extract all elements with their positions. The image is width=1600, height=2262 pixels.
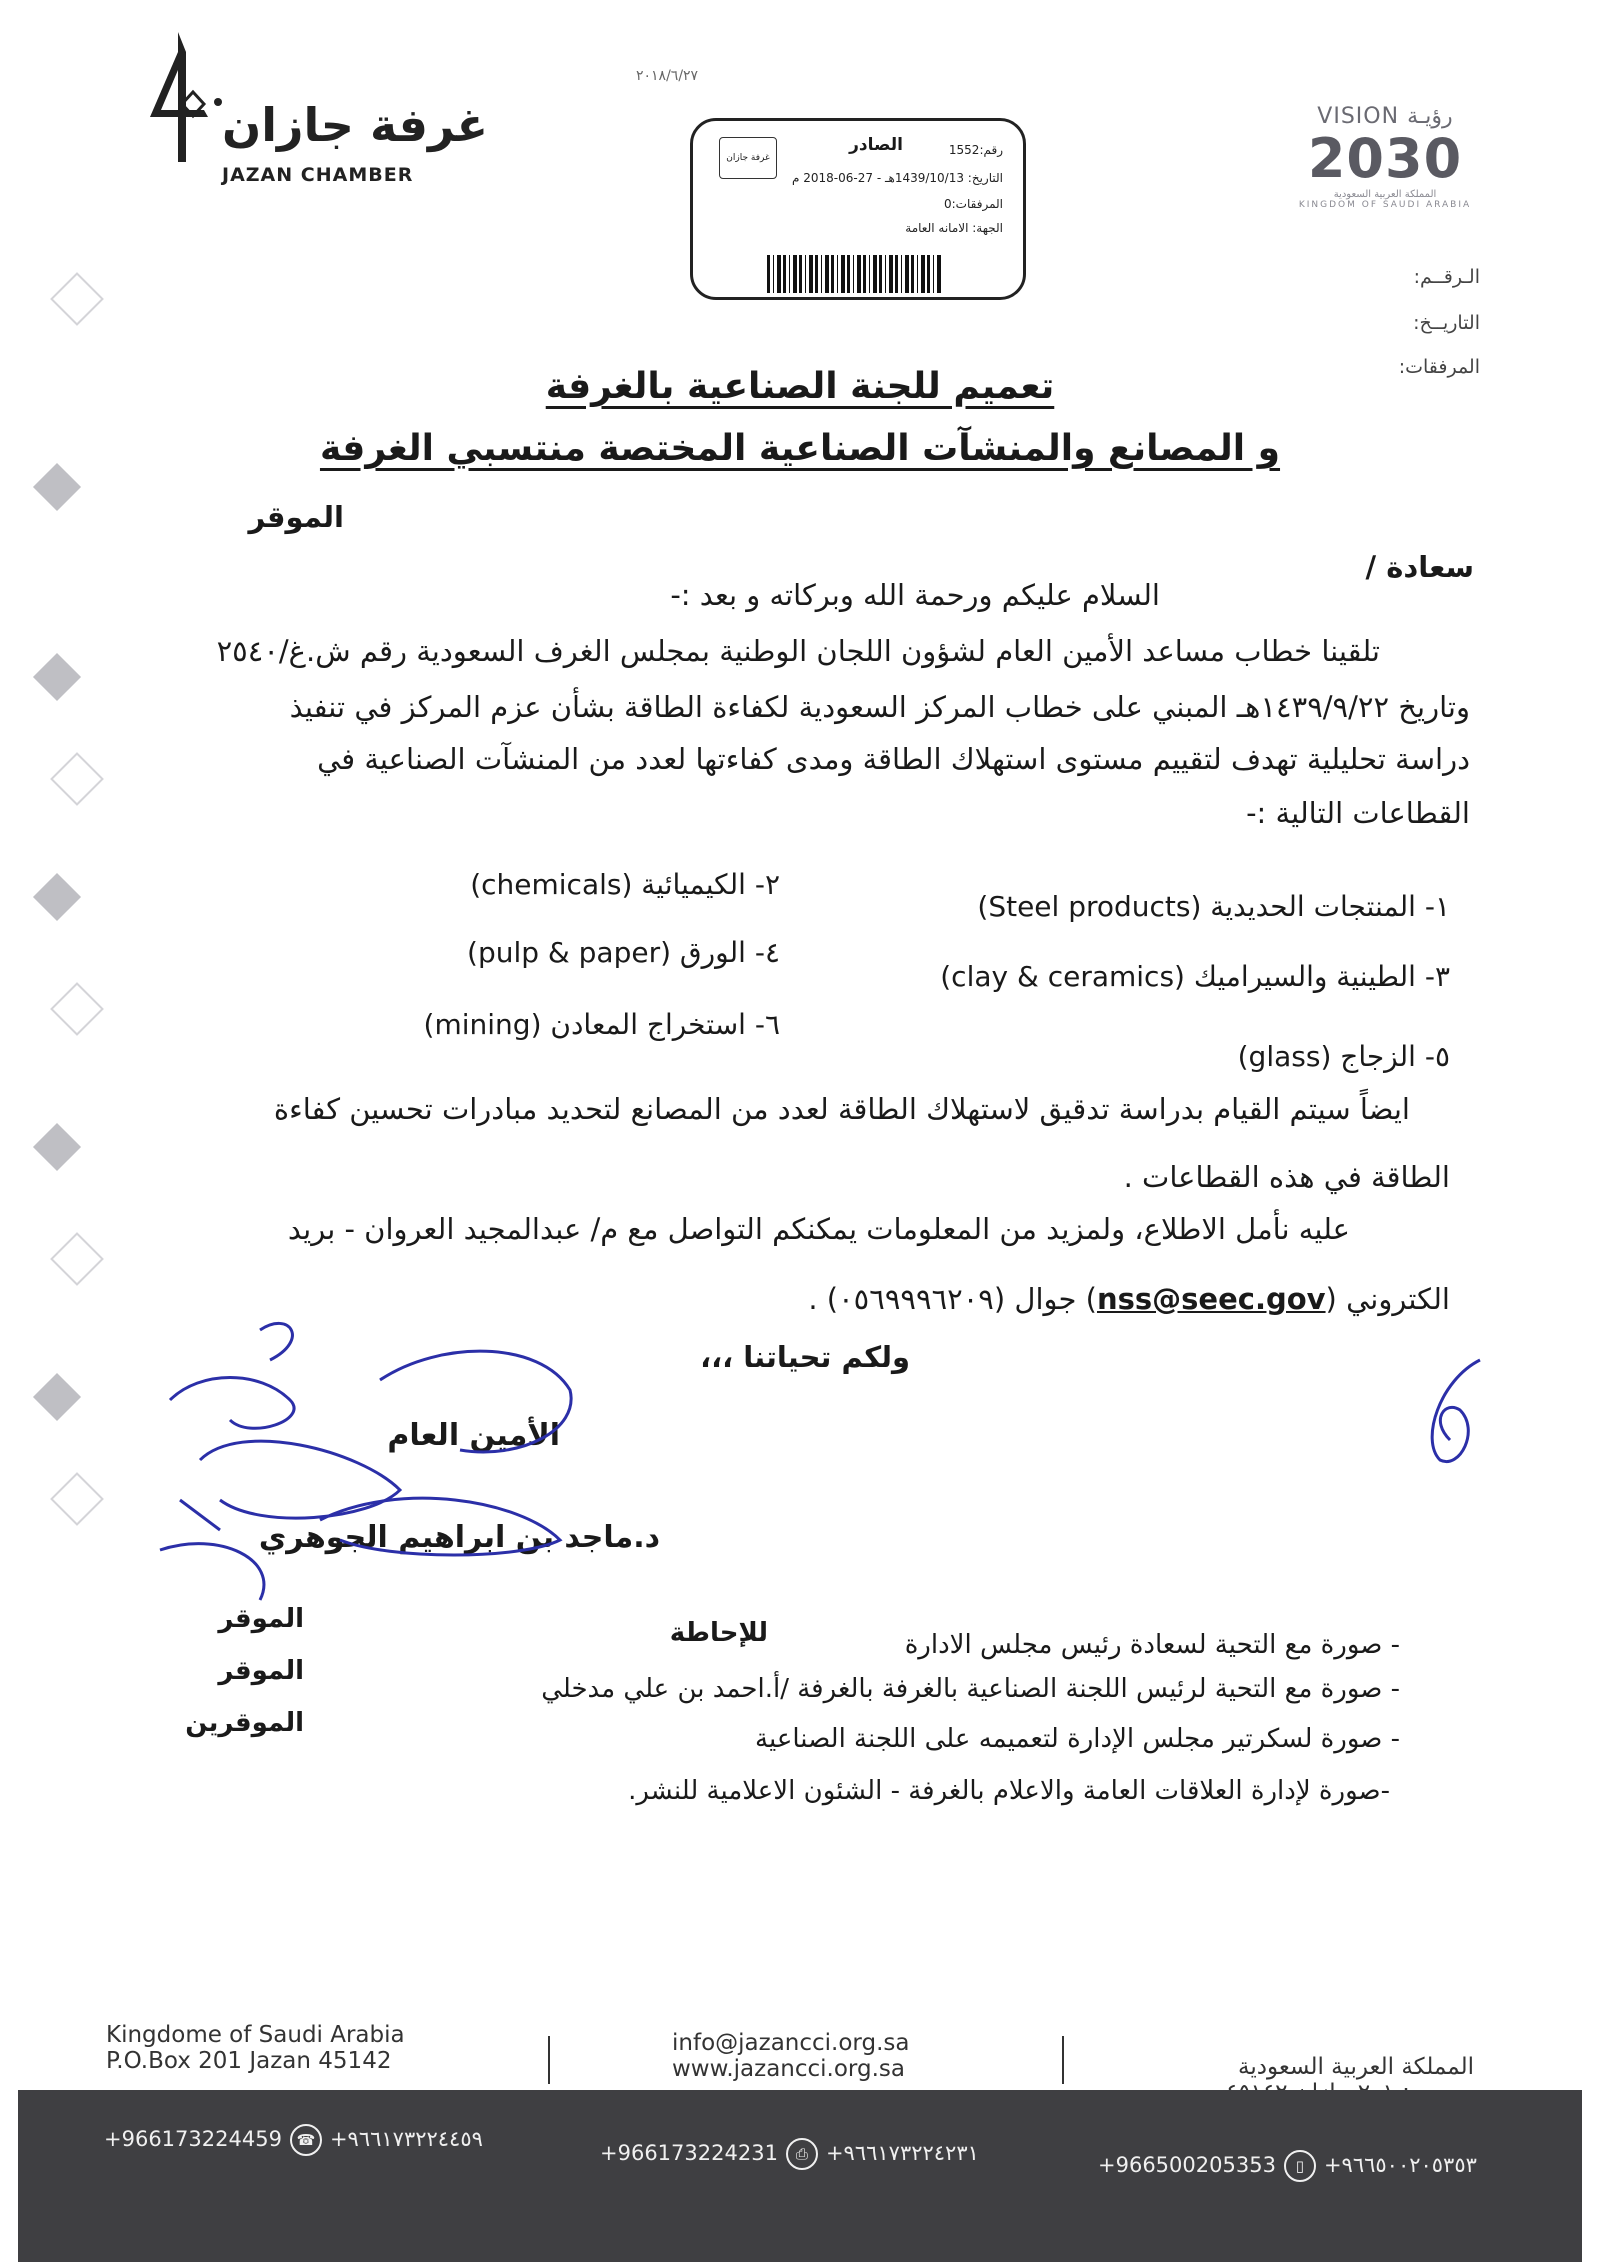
sector-item: ٤- الورق (pulp & paper): [467, 936, 780, 969]
para3-line2: [808, 1282, 1450, 1316]
pattern-diamond: [33, 1373, 81, 1421]
stamp-title: الصادر: [849, 135, 903, 155]
margin-initial-icon: [1400, 1350, 1510, 1480]
ref-number-label: الـرقــم:: [1413, 266, 1480, 288]
phone3-ar: +٩٦٦٥٠٠٢٠٥٣٥٣: [1323, 2153, 1477, 2177]
para1-line1: تلقينا خطاب مساعد الأمين العام لشؤون اللجان الوطنية بمجلس الغرف السعودية رقم ش.غ/٢٥٤٠: [216, 634, 1380, 668]
sector-item: ٥- الزجاج (glass): [1237, 1040, 1450, 1073]
date-label: التاريــخ:: [1413, 312, 1480, 334]
phone-icon: ☎: [290, 2124, 322, 2156]
footer-address-ar-line1: المملكة العربية السعودية: [1238, 2054, 1474, 2080]
phone-number-2[interactable]: [600, 2138, 979, 2170]
footer-contact-bar: [18, 2090, 1582, 2262]
jazan-chamber-logo-icon: [138, 22, 228, 172]
signer-name: د.ماجد بن ابراهيم الجوهري: [258, 1520, 660, 1555]
para1-line3: دراسة تحليلية تهدف لتقييم مستوى استهلاك الطاقة ومدى كفاءتها لعدد من المنشآت الصناعية في: [317, 742, 1470, 776]
stamp-department: الجهة: الامانه العامة: [905, 221, 1003, 235]
sector-item: ١- المنتجات الحديدية (Steel products): [977, 890, 1450, 923]
stamp-logo: غرفة جازان: [719, 137, 777, 179]
phone2-en: +966173224231: [600, 2141, 778, 2165]
footer-address-en-line2: P.O.Box 201 Jazan 45142: [106, 2048, 392, 2074]
pattern-diamond: [33, 463, 81, 511]
contact-email-link[interactable]: nss@seec.gov: [1096, 1282, 1326, 1316]
honorific: الموقر: [248, 500, 344, 534]
pattern-diamond: [50, 752, 104, 806]
cc-honorific: الموقر: [218, 1656, 304, 1686]
chamber-name-en: JAZAN CHAMBER: [222, 164, 414, 186]
footer-divider: [1062, 2036, 1064, 2084]
barcode: [767, 255, 943, 293]
phone2-ar: +٩٦٦١٧٣٢٢٤٢٣١: [825, 2141, 979, 2165]
phone3-en: +966500205353: [1098, 2153, 1276, 2177]
cc-item: -صورة لإدارة العلاقات العامة والاعلام بالغرفة - الشئون الاعلامية للنشر.: [628, 1776, 1390, 1806]
pattern-diamond: [33, 1123, 81, 1171]
sector-item: ٢- الكيميائية (chemicals): [470, 868, 780, 901]
para3-prefix: الكتروني (: [1325, 1282, 1450, 1316]
footer-address-en: [106, 2022, 405, 2074]
footer-web: [672, 2030, 909, 2082]
cc-item: - صورة مع التحية لرئيس اللجنة الصناعية بالغرفة بالغرفة /أ.احمد بن علي مدخلي: [541, 1674, 1400, 1704]
signer-title: الأمين العام: [387, 1418, 560, 1453]
phone-number-3[interactable]: [1098, 2150, 1477, 2182]
stamp-number: رقم:1552: [948, 143, 1003, 157]
fax-icon: ⎙: [786, 2138, 818, 2170]
phone1-ar: +٩٦٦١٧٣٢٢٤٤٥٩: [329, 2127, 483, 2151]
chamber-name-ar: غرفة جازان: [222, 98, 489, 152]
cc-item: - صورة لسكرتير مجلس الإدارة لتعميمه على اللجنة الصناعية: [755, 1724, 1400, 1754]
para2-line2: الطاقة في هذه القطاعات .: [1123, 1160, 1450, 1194]
para3-suffix: ) جوال (٠٥٦٩٩٩٦٢٠٩) .: [808, 1282, 1097, 1316]
phone1-en: +966173224459: [104, 2127, 282, 2151]
stamp-date: التاريخ: 1439/10/13هـ - 27-06-2018 م: [791, 171, 1003, 185]
pattern-diamond: [50, 272, 104, 326]
outgoing-stamp: [690, 118, 1026, 300]
pattern-diamond: [50, 1472, 104, 1526]
mobile-icon: ▯: [1284, 2150, 1316, 2182]
cc-honorific: الموقرين: [185, 1708, 304, 1738]
para1-line2: وتاريخ ١٤٣٩/٩/٢٢هـ المبني على خطاب المركز السعودية لكفاءة الطاقة بشأن عزم المركز في تنفيذ: [289, 690, 1470, 724]
footer-email-link[interactable]: info@jazancci.org.sa: [672, 2030, 910, 2056]
vision-country-en: KINGDOM OF SAUDI ARABIA: [1298, 200, 1472, 210]
stamp-handwritten-date: ٢٠١٨/٦/٢٧: [636, 68, 699, 84]
closing: ولكم تحياتنا ،،،: [700, 1340, 910, 1374]
footer-divider: [548, 2036, 550, 2084]
handwritten-signature-icon: [140, 1300, 680, 1620]
pattern-diamond: [50, 1232, 104, 1286]
salutation-to: سعادة /: [1365, 550, 1474, 584]
cc-item: - صورة مع التحية لسعادة رئيس مجلس الادارة: [904, 1630, 1400, 1660]
sector-item: ٦- استخراج المعادن (mining): [423, 1008, 780, 1041]
sector-item: ٣- الطينية والسيراميك (clay & ceramics): [940, 960, 1450, 993]
para1-line4: القطاعات التالية :-: [1246, 796, 1470, 830]
stamp-attachments: المرفقات:0: [944, 197, 1003, 211]
attachments-label: المرفقات:: [1398, 356, 1480, 378]
para3-line1: عليه نأمل الاطلاع، ولمزيد من المعلومات يمكنكم التواصل مع م/ عبدالمجيد العروان - بريد: [287, 1212, 1350, 1246]
pattern-diamond: [50, 982, 104, 1036]
for-info-label: للإحاطة: [669, 1618, 768, 1648]
cc-honorific: الموقر: [218, 1604, 304, 1634]
footer-address-en-line1: Kingdome of Saudi Arabia: [106, 2022, 405, 2048]
vision-year: 2030: [1307, 127, 1463, 190]
vision-country-ar: المملكة العربية السعودية: [1333, 189, 1437, 200]
pattern-diamond: [33, 873, 81, 921]
phone-number-1[interactable]: [104, 2124, 483, 2156]
letter-title-line1: تعميم للجنة الصناعية بالغرفة: [545, 366, 1055, 407]
letter-title-line2: و المصانع والمنشآت الصناعية المختصة منتسبي الغرفة: [319, 428, 1281, 469]
greeting: السلام عليكم ورحمة الله وبركاته و بعد :-: [670, 578, 1160, 612]
footer-website-link[interactable]: www.jazancci.org.sa: [672, 2056, 905, 2082]
vision-label: VISION رؤيـة: [1317, 104, 1453, 129]
vision-2030-logo: [1290, 104, 1480, 210]
para2-line1: ايضاً سيتم القيام بدراسة تدقيق لاستهلاك الطاقة لعدد من المصانع لتحديد مبادرات تحسين كفاءة: [273, 1092, 1410, 1126]
pattern-diamond: [33, 653, 81, 701]
